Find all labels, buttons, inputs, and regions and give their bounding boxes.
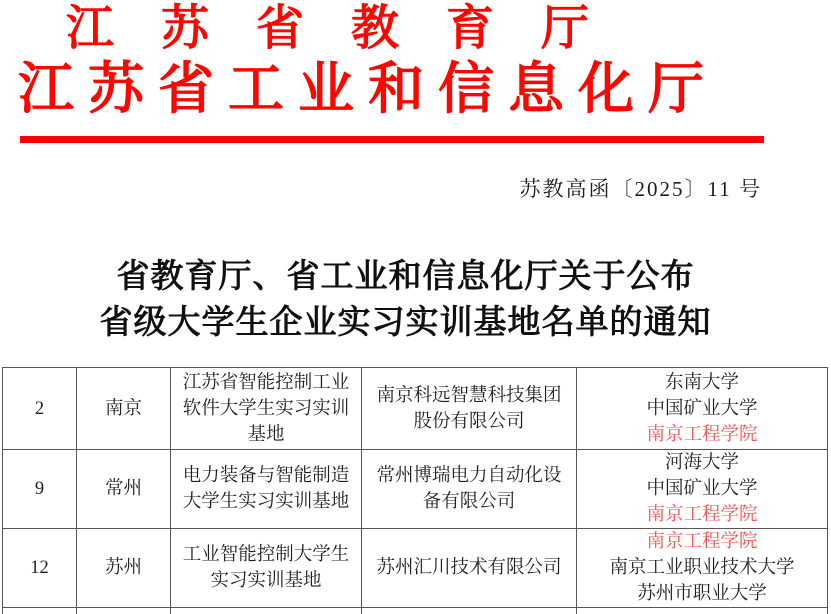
table-row (3, 608, 828, 614)
serial-number-cell (3, 608, 77, 614)
notice-title (0, 254, 811, 346)
company-name-cell (362, 450, 577, 529)
cell-line: 实习实训基地 (210, 571, 322, 591)
cell-line: 9 (34, 479, 45, 499)
header-org-line2: 江苏省工业和信息化厅 (18, 59, 718, 121)
red-divider-rule (20, 136, 764, 143)
company-name-cell (362, 368, 577, 450)
cell-line: 电力装备与智能制造 (182, 466, 350, 486)
cell-line: 河海大学 (664, 453, 739, 473)
table-row (3, 450, 828, 529)
cell-line: 苏州汇川技术有限公司 (376, 558, 562, 578)
base-name-cell (171, 529, 362, 608)
cell-line: 12 (30, 558, 49, 578)
document-number: 苏教高函〔2025〕11 号 (519, 177, 762, 201)
cell-line: 中国矿业大学 (646, 479, 758, 499)
cell-line: 工业智能控制大学生 (182, 545, 350, 565)
serial-number-cell (3, 368, 77, 450)
cell-line: 南京 (104, 398, 142, 419)
city-cell (77, 529, 171, 608)
table-body (3, 368, 828, 614)
cell-line: 苏州市职业大学 (637, 584, 767, 604)
university-name-highlighted: 南京工程学院 (646, 505, 758, 525)
base-name-cell (171, 450, 362, 529)
header-org-line1: 江苏省教育厅 (66, 2, 637, 55)
universities-cell (577, 450, 828, 529)
cell-line: 苏州 (104, 558, 142, 578)
universities-cell (577, 608, 828, 614)
cell-line: 2 (34, 398, 45, 419)
notice-title-line1: 省教育厅、省工业和信息化厅关于公布 (116, 259, 695, 295)
table-row (3, 529, 828, 608)
university-name-highlighted: 南京工程学院 (646, 424, 758, 445)
cell-line: 常州 (104, 479, 142, 499)
table-row (3, 368, 828, 450)
cell-line: 东南大学 (664, 372, 739, 393)
cell-line: 江苏省智能控制工业 (182, 372, 350, 393)
cell-line: 常州博瑞电力自动化设 (376, 466, 562, 486)
company-name-cell (362, 529, 577, 608)
cell-line: 南京科远智慧科技集团 (376, 385, 562, 406)
city-cell (77, 450, 171, 529)
cell-line: 基地 (247, 424, 285, 445)
base-name-cell (171, 368, 362, 450)
universities-cell (577, 529, 828, 608)
serial-number-cell (3, 450, 77, 529)
cell-line: 中国矿业大学 (646, 398, 758, 419)
notice-title-line2: 省级大学生企业实习实训基地名单的通知 (99, 305, 712, 341)
serial-number-cell (3, 529, 77, 608)
base-name-cell (171, 608, 362, 614)
university-name-highlighted: 南京工程学院 (646, 532, 758, 552)
cell-line: 备有限公司 (422, 492, 516, 512)
universities-cell (577, 368, 828, 450)
cell-line: 股份有限公司 (413, 411, 525, 432)
company-name-cell (362, 608, 577, 614)
base-list-table (2, 367, 828, 614)
cell-line: 南京工业职业技术大学 (609, 558, 795, 578)
city-cell (77, 608, 171, 614)
cell-line: 软件大学生实习实训 (182, 398, 350, 419)
city-cell (77, 368, 171, 450)
cell-line: 大学生实习实训基地 (182, 492, 350, 512)
